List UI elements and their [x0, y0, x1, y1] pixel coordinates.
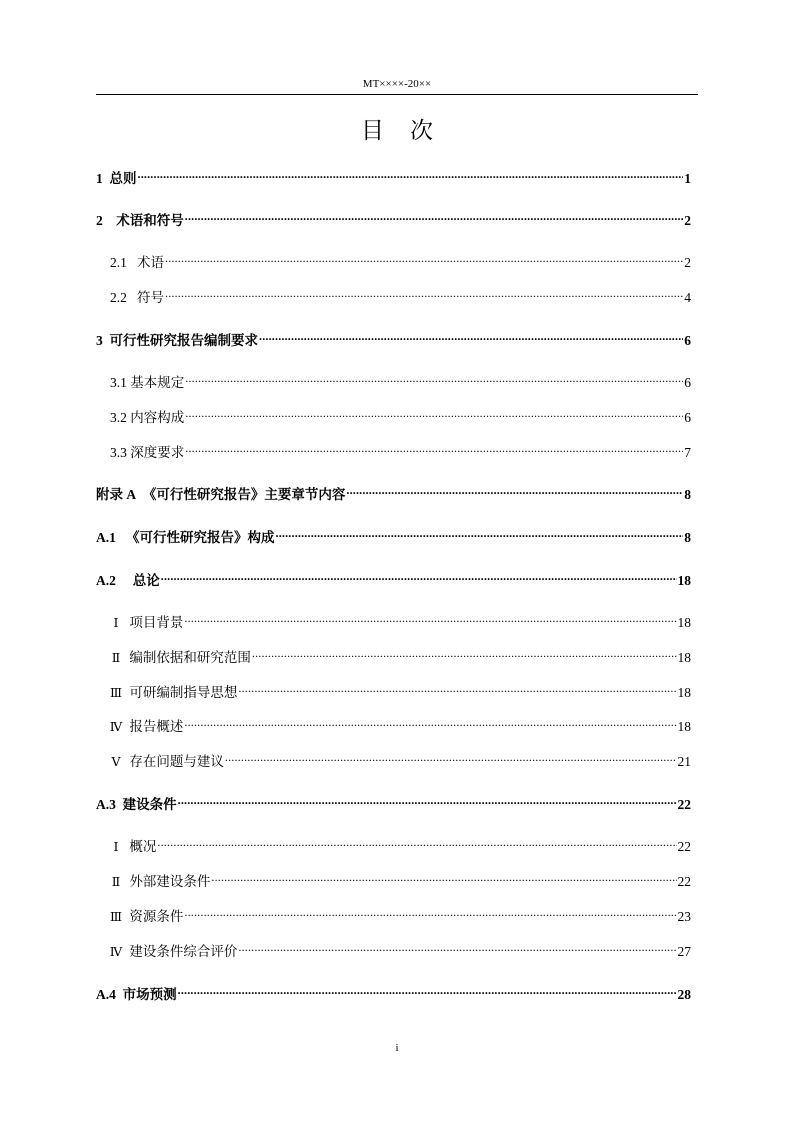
toc-entry-number: A.2: [96, 573, 116, 588]
toc-title-part1: 目: [361, 118, 384, 143]
dot-leader: [259, 327, 683, 345]
toc-entry-page: 2: [684, 255, 691, 270]
dot-leader: [185, 404, 683, 422]
toc-entry-page: 6: [684, 375, 691, 390]
toc-entry-label: 可行性研究报告编制要求: [109, 333, 258, 348]
toc-entry-number: Ⅰ: [113, 839, 119, 854]
toc-entry-label: 总论: [132, 573, 160, 588]
toc-entry-number: 3.3: [110, 445, 127, 460]
toc-entry[interactable]: [96, 981, 691, 1002]
toc-entry-page: 18: [677, 615, 691, 630]
dot-leader: [184, 903, 676, 921]
dot-leader: [157, 833, 676, 851]
toc-entry[interactable]: [96, 791, 691, 812]
toc-entry-page: 18: [677, 573, 691, 588]
toc-entry-label: 符号: [137, 290, 164, 305]
dot-leader: [185, 369, 683, 387]
dot-leader: [346, 481, 683, 499]
toc-entry-number: Ⅴ: [111, 754, 121, 769]
document-code-header: MT××××-20××: [362, 78, 432, 90]
toc-entry-label: 外部建设条件: [129, 874, 211, 889]
toc-entry[interactable]: [106, 609, 691, 630]
dot-leader: [185, 439, 683, 457]
toc-entry-page: 22: [677, 874, 691, 889]
toc-entry[interactable]: [106, 679, 691, 700]
toc-entry-page: 22: [677, 839, 691, 854]
toc-entry-page: 6: [684, 410, 691, 425]
toc-entry-page: 18: [677, 719, 691, 734]
toc-entry[interactable]: [110, 369, 691, 390]
toc-entry-label: 术语: [137, 255, 164, 270]
dot-leader: [276, 524, 684, 542]
toc-entry-number: Ⅰ: [113, 615, 119, 630]
toc-entry-label: 报告概述: [129, 719, 184, 734]
dot-leader: [185, 207, 684, 225]
toc-entry-label: 建设条件综合评价: [129, 944, 238, 959]
toc-entry-number: 3: [96, 333, 103, 348]
dot-leader: [238, 679, 676, 697]
toc-entry[interactable]: [110, 404, 691, 425]
toc-entry-page: 28: [677, 987, 691, 1002]
toc-entry[interactable]: [106, 748, 691, 769]
toc-entry-number: Ⅲ: [109, 909, 123, 924]
toc-entry[interactable]: [96, 567, 691, 588]
toc-entry-page: 8: [684, 530, 691, 545]
toc-entry-number: Ⅱ: [111, 874, 121, 889]
toc-entry-number: 1: [96, 171, 103, 186]
dot-leader: [184, 609, 676, 627]
toc-entry-label: 建设条件: [122, 797, 177, 812]
toc-entry-page: 27: [677, 944, 691, 959]
toc-entry-page: 23: [677, 909, 691, 924]
toc-entry-number: A.1: [96, 530, 116, 545]
toc-entry-number: 2: [96, 213, 103, 228]
toc-entry[interactable]: [96, 524, 691, 545]
toc-entry-label: 基本规定: [130, 375, 185, 390]
dot-leader: [184, 713, 676, 731]
toc-entry-number: 3.2: [110, 410, 127, 425]
dot-leader: [165, 249, 683, 267]
toc-entry[interactable]: [106, 903, 691, 924]
toc-entry-label: 可研编制指导思想: [129, 685, 238, 700]
toc-entry[interactable]: [96, 165, 691, 186]
toc-entry-page: 7: [684, 445, 691, 460]
toc-entry-label: 编制依据和研究范围: [129, 650, 251, 665]
dot-leader: [138, 165, 684, 183]
toc-entry[interactable]: [106, 938, 691, 959]
dot-leader: [178, 981, 677, 999]
dot-leader: [161, 567, 677, 585]
toc-entry[interactable]: [106, 713, 691, 734]
toc-title: [96, 116, 698, 146]
toc-entry-number: Ⅲ: [109, 685, 123, 700]
toc-entry-label: 《可行性研究报告》主要章节内容: [142, 487, 346, 502]
toc-entry-number: A.4: [96, 987, 116, 1002]
toc-entry-number: 3.1: [110, 375, 127, 390]
toc-entry-page: 22: [677, 797, 691, 812]
toc-entry-label: 市场预测: [122, 987, 177, 1002]
dot-leader: [252, 644, 677, 662]
toc-entry-label: 项目背景: [129, 615, 184, 630]
toc-entry-label: 概况: [129, 839, 157, 854]
header-rule: [96, 94, 698, 95]
toc-entry-label: 术语和符号: [116, 213, 184, 228]
toc-entry-page: 18: [677, 650, 691, 665]
dot-leader: [211, 868, 676, 886]
toc-entry-label: 《可行性研究报告》构成: [126, 530, 275, 545]
dot-leader: [178, 791, 677, 809]
toc-entry-page: 1: [684, 171, 691, 186]
toc-entry-label: 深度要求: [130, 445, 185, 460]
toc-entry-page: 21: [677, 754, 691, 769]
toc-entry-page: 8: [684, 487, 691, 502]
page-number: i: [395, 1042, 399, 1054]
toc-entry-label: 资源条件: [129, 909, 184, 924]
dot-leader: [165, 284, 683, 302]
toc-entry-number: 2.2: [110, 290, 127, 305]
toc-entry-number: Ⅳ: [109, 944, 123, 959]
toc-entry[interactable]: [106, 644, 691, 665]
toc-entry[interactable]: [110, 284, 691, 305]
toc-entry[interactable]: [96, 207, 691, 228]
toc-entry-page: 4: [684, 290, 691, 305]
toc-entry[interactable]: [110, 439, 691, 460]
dot-leader: [238, 938, 676, 956]
toc-entry[interactable]: [96, 327, 691, 348]
toc-entry-number: 附录 A: [96, 487, 137, 502]
toc-entry[interactable]: [106, 833, 691, 854]
toc-title-part2: 次: [410, 118, 433, 143]
toc-entry-page: 2: [684, 213, 691, 228]
toc-entry-number: Ⅱ: [111, 650, 121, 665]
toc-entry-page: 6: [684, 333, 691, 348]
toc-entry-number: 2.1: [110, 255, 127, 270]
toc-entry-number: Ⅳ: [109, 719, 123, 734]
toc-entry[interactable]: [106, 868, 691, 889]
toc-entry[interactable]: [110, 249, 691, 270]
toc-entry-label: 总则: [109, 171, 137, 186]
dot-leader: [225, 748, 677, 766]
toc-entry-number: A.3: [96, 797, 116, 812]
toc-entry-label: 存在问题与建议: [129, 754, 224, 769]
toc-entry-label: 内容构成: [130, 410, 185, 425]
toc-entry[interactable]: [96, 481, 691, 502]
toc-entry-page: 18: [677, 685, 691, 700]
